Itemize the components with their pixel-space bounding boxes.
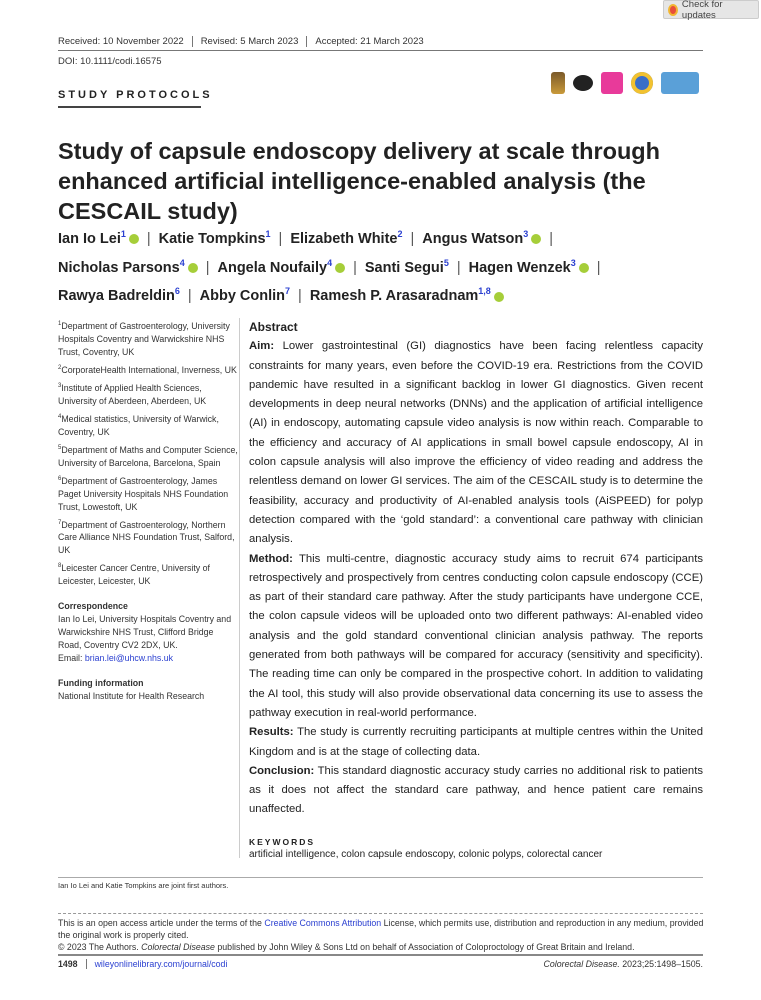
author-affil-ref: 4 xyxy=(179,257,185,268)
author[interactable] xyxy=(422,231,541,247)
footer-citation: 2023;25:1498–1505. xyxy=(619,959,703,969)
check-for-updates-button[interactable] xyxy=(663,0,759,19)
abstract xyxy=(249,318,703,862)
abstract-heading: Abstract xyxy=(249,320,298,334)
author-separator: | xyxy=(278,230,283,247)
affiliation-number: 2 xyxy=(58,364,62,371)
affiliation-text: CorporateHealth International, Inverness, UK xyxy=(61,364,237,375)
author-name: Ramesh P. Arasaradnam xyxy=(309,288,479,305)
author-name: Nicholas Parsons xyxy=(58,259,180,276)
email-link[interactable]: brian.lei@uhcw.nhs.uk xyxy=(84,653,174,664)
correspondence-text xyxy=(58,613,238,665)
cc-license-link[interactable]: Creative Commons Attribution xyxy=(264,918,382,928)
author-list xyxy=(58,222,708,308)
author-name: Hagen Wenzek xyxy=(468,259,571,276)
correspondence-address: Ian Io Lei, University Hospitals Coventry and Warwickshire NHS Trust, Clifford Bridge Road, Coventry CV2 2DX, UK. xyxy=(58,614,232,651)
acpgbi-crest-logo xyxy=(551,72,565,94)
crossmark-icon xyxy=(668,4,678,16)
affiliation-text: Medical statistics, University of Warwick, Coventry, UK xyxy=(58,413,219,437)
author-affil-ref: 2 xyxy=(397,229,403,239)
author[interactable] xyxy=(217,257,345,276)
author-affil-ref: 7 xyxy=(285,286,291,297)
divider xyxy=(58,877,703,878)
affiliation-number: 3 xyxy=(58,382,62,389)
affiliation-number: 8 xyxy=(58,563,62,570)
abstract-section-text: The study is currently recruiting participants at multiple centres within the United Kingdom and is at the stage of collecting data. xyxy=(249,726,703,758)
abstract-section-label: Conclusion: xyxy=(249,764,315,777)
column-divider xyxy=(239,318,240,858)
author-affil-ref: 1 xyxy=(265,229,271,239)
affiliation xyxy=(58,442,238,470)
affiliation-text: Department of Maths and Computer Science, University of Barcelona, Barcelona, Spain xyxy=(58,444,238,468)
affiliation xyxy=(58,473,238,514)
doi: DOI: 10.1111/codi.16575 xyxy=(58,56,162,67)
copyright-text-end: published by John Wiley & Sons Ltd on behalf of Association of Coloproctology of Great Britain and Ireland. xyxy=(214,942,635,952)
author[interactable] xyxy=(200,288,290,304)
section-underline xyxy=(58,106,201,108)
keywords-label: KEYWORDS xyxy=(249,836,316,847)
affiliation-text: Department of Gastroenterology, University Hospitals Coventry and Warwickshire NHS Trust, Coventry, UK xyxy=(58,320,230,357)
orcid-icon[interactable] xyxy=(335,263,345,273)
abstract-section xyxy=(249,337,703,549)
affiliation-text: Department of Gastroenterology, Northern Care Alliance NHS Foundation Trust, Salford, UK xyxy=(58,519,235,556)
author-separator: | xyxy=(146,230,151,247)
author-separator: | xyxy=(549,230,554,247)
author-name: Angus Watson xyxy=(422,230,524,247)
author-affil-ref: 3 xyxy=(570,257,576,268)
affiliation-number: 1 xyxy=(58,321,62,327)
affiliation-number: 6 xyxy=(58,475,62,482)
author[interactable] xyxy=(468,257,589,276)
author-affil-ref: 1 xyxy=(120,229,126,239)
abstract-section-label: Method: xyxy=(249,552,293,565)
abstract-sections xyxy=(249,337,703,819)
abstract-section-text: Lower gastrointestinal (GI) diagnostics have been facing relentless capacity constraints for many years, even before the COVID-19 era. Restrictions from the COVID pandemic have resulted in a significant backlog in lower GI diagnostics. Given recent developments in deep neural networks (DNNs) and the application of artificial intelligence (AI) in endoscopy, automating capsule video analysis is now within reach. Comparable to the efficiency and accuracy of AI applications in small bowel capsule endoscopy, AI in colon capsule analysis will also improve the efficiency of video reading and address the relentless demand on lower GI services. The aim of the CESCAIL study is to determine the feasibility, accuracy and productivity of AI-enabled analysis tools (AiSPEED) for polyp detection compared with the ‘gold standard’: a conventional care pathway with clinician analysis. xyxy=(249,340,703,546)
affiliation xyxy=(58,362,238,377)
license-text-end: License, which permits use, distribution and reproduction in any medium, provided the original work is properly cited. xyxy=(58,918,704,940)
society-logo-pink xyxy=(601,72,623,94)
author-name: Santi Segui xyxy=(364,259,444,276)
license-notice xyxy=(58,917,718,953)
orcid-icon[interactable] xyxy=(494,292,504,302)
author-affil-ref: 6 xyxy=(174,286,180,297)
page-footer xyxy=(58,959,703,969)
funding-text: National Institute for Health Research xyxy=(58,691,205,702)
affiliation-number: 5 xyxy=(58,444,62,451)
footer-journal: Colorectal Disease. xyxy=(543,959,620,969)
affiliation-list xyxy=(58,318,238,588)
abstract-section xyxy=(249,723,703,762)
article-title: Study of capsule endoscopy delivery at scale through enhanced artificial intelligence-enabled analysis (the CESCAIL study) xyxy=(58,138,661,224)
abstract-section xyxy=(249,550,703,724)
society-logo-crest xyxy=(631,72,653,94)
article-dates xyxy=(58,36,432,47)
joint-authorship-note: Ian Io Lei and Katie Tompkins are joint first authors. xyxy=(58,881,229,890)
revised-date: Revised: 5 March 2023 xyxy=(192,36,307,47)
author-separator: | xyxy=(353,259,357,276)
society-logos xyxy=(551,72,699,94)
author-affil-ref: 5 xyxy=(443,257,449,268)
funding-heading: Funding information xyxy=(58,678,144,689)
affiliation-number: 4 xyxy=(58,413,62,420)
journal-url-link[interactable]: wileyonlinelibrary.com/journal/codi xyxy=(94,959,228,969)
author[interactable] xyxy=(58,288,180,304)
author[interactable] xyxy=(159,231,271,247)
abstract-section-text: This standard diagnostic accuracy study carries no additional risk to patients as it does not affect the standard care pathway, and hence patient care remains unaffected. xyxy=(249,764,703,816)
accepted-date: Accepted: 21 March 2023 xyxy=(306,36,431,47)
affiliation xyxy=(58,517,238,558)
section-label: STUDY PROTOCOLS xyxy=(58,89,213,101)
received-date: Received: 10 November 2022 xyxy=(58,36,184,47)
author-name: Angela Noufaily xyxy=(217,259,328,276)
author-name: Abby Conlin xyxy=(199,288,286,305)
abstract-section-label: Results: xyxy=(249,726,294,739)
affiliation-number: 7 xyxy=(58,519,62,526)
affiliations-column xyxy=(58,318,238,706)
author-separator: | xyxy=(456,259,461,276)
check-updates-label: Check for updates xyxy=(681,0,723,21)
author[interactable] xyxy=(364,257,449,276)
affiliation xyxy=(58,318,238,359)
affiliation-text: Leicester Cancer Centre, University of Leicester, Leicester, UK xyxy=(58,563,210,587)
author[interactable] xyxy=(310,288,504,304)
correspondence-heading: Correspondence xyxy=(58,601,128,612)
abstract-section-label: Aim: xyxy=(249,340,275,353)
affiliation-text: Department of Gastroenterology, James Paget University Hospitals NHS Foundation Trust, Lowestoft, UK xyxy=(58,475,229,512)
affiliation-text: Institute of Applied Health Sciences, University of Aberdeen, Aberdeen, UK xyxy=(58,382,207,406)
footer-rule xyxy=(58,954,703,956)
author-name: Elizabeth White xyxy=(290,230,398,247)
author-separator: | xyxy=(205,259,210,276)
author-name: Ian Io Lei xyxy=(58,230,121,247)
affiliation xyxy=(58,560,238,588)
orcid-icon[interactable] xyxy=(188,263,198,273)
orcid-icon[interactable] xyxy=(531,234,541,244)
author-affil-ref: 3 xyxy=(523,229,529,239)
dotted-divider xyxy=(58,913,703,914)
email-label: Email: xyxy=(58,653,85,664)
author-separator: | xyxy=(298,288,302,305)
divider xyxy=(58,50,703,51)
copyright-journal: Colorectal Disease xyxy=(141,942,215,952)
license-text: This is an open access article under the terms of the xyxy=(58,918,265,928)
author-separator: | xyxy=(410,230,415,247)
author-affil-ref: 1,8 xyxy=(478,286,491,297)
copyright-text: © 2023 The Authors. xyxy=(58,942,142,952)
affiliation xyxy=(58,380,238,408)
abstract-section-text: This multi-centre, diagnostic accuracy study aims to recruit 674 participants retrospectively and prospectively from centres conducting colon capsule endoscopy (CCE) as part of their standard care pathway. After the study participants have undergone CCE, the colon capsule videos will be uploaded onto two different pathways: AI-enabled video analysis and the gold standard conventional clinician analysis pathway. The reports generated from both pathways will be compared for accuracy (sensitivity and specificity). The reading time can only be compared in the prospective cohort. In addition to validating the AI tool, this study will also provide observational data concerning its use to assess the pathway execution in real-world performance. xyxy=(249,552,704,719)
orcid-icon[interactable] xyxy=(579,263,589,273)
author-name: Rawya Badreldin xyxy=(58,288,175,305)
affiliation xyxy=(58,411,238,439)
author[interactable] xyxy=(58,257,198,276)
society-logo-blue xyxy=(661,72,699,94)
author[interactable] xyxy=(290,231,402,247)
author-affil-ref: 4 xyxy=(327,257,333,268)
author-separator: | xyxy=(187,288,192,305)
abstract-section xyxy=(249,762,703,820)
author[interactable] xyxy=(58,231,139,247)
escp-logo xyxy=(573,75,593,91)
page-number: 1498 xyxy=(58,959,87,969)
keywords: artificial intelligence, colon capsule endoscopy, colonic polyps, colorectal cancer xyxy=(249,848,603,860)
orcid-icon[interactable] xyxy=(129,234,139,244)
author-separator: | xyxy=(596,259,601,276)
author-name: Katie Tompkins xyxy=(158,230,266,247)
